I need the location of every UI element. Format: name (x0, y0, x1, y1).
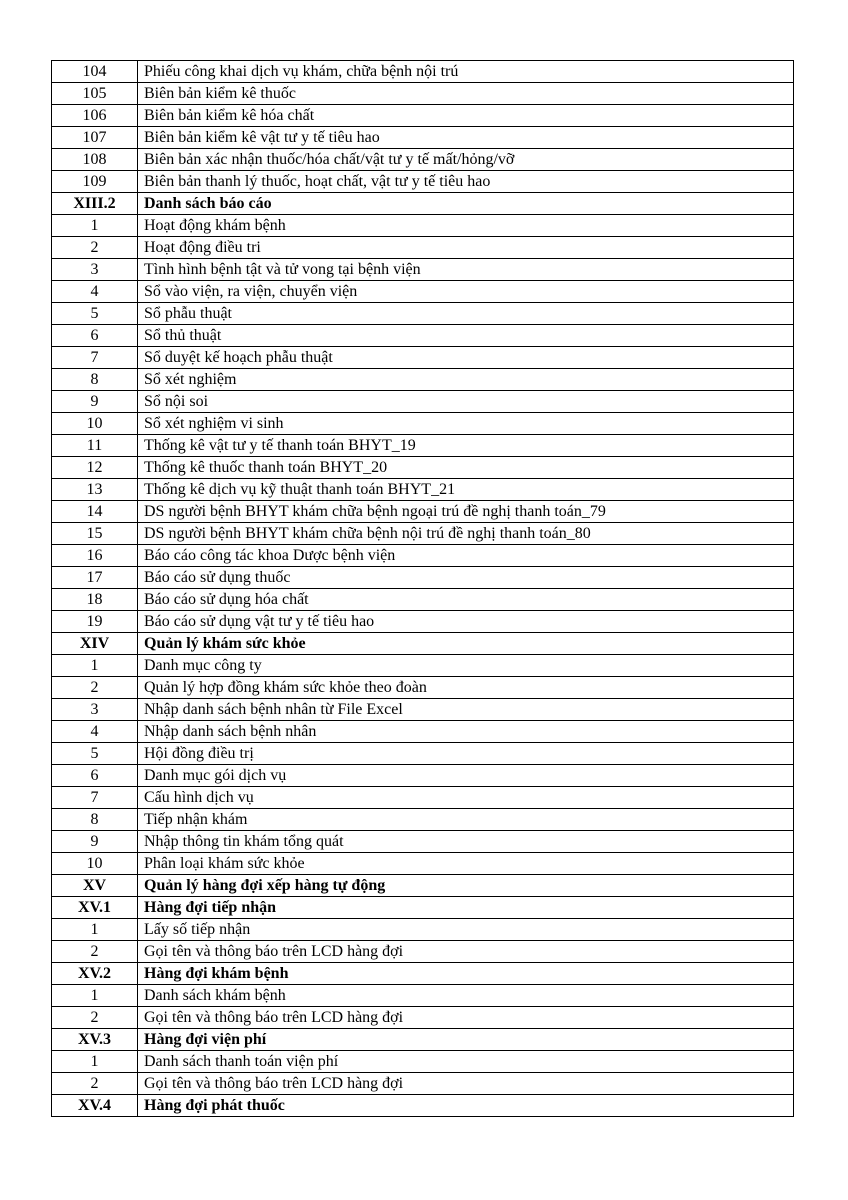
row-number: 7 (52, 347, 138, 369)
row-number: XV.3 (52, 1029, 138, 1051)
row-number: 4 (52, 721, 138, 743)
row-number: 9 (52, 391, 138, 413)
row-text: Gọi tên và thông báo trên LCD hàng đợi (138, 1073, 794, 1095)
section-row (52, 875, 794, 897)
row-text: Sổ thủ thuật (138, 325, 794, 347)
row-text: Tiếp nhận khám (138, 809, 794, 831)
row-number: 5 (52, 743, 138, 765)
row-number: 2 (52, 1007, 138, 1029)
row-text: Danh sách thanh toán viện phí (138, 1051, 794, 1073)
row-text: Phân loại khám sức khỏe (138, 853, 794, 875)
row-text: Biên bản kiểm kê hóa chất (138, 105, 794, 127)
document-page (51, 60, 793, 1117)
section-title: Hàng đợi viện phí (138, 1029, 794, 1051)
table-row (52, 545, 794, 567)
table-row (52, 501, 794, 523)
row-text: Sổ duyệt kế hoạch phẫu thuật (138, 347, 794, 369)
section-row (52, 1029, 794, 1051)
row-number: XV.1 (52, 897, 138, 919)
section-title: Hàng đợi phát thuốc (138, 1095, 794, 1117)
table-row (52, 391, 794, 413)
row-text: Biên bản thanh lý thuốc, hoạt chất, vật tư y tế tiêu hao (138, 171, 794, 193)
table-row (52, 985, 794, 1007)
table-row (52, 325, 794, 347)
table-row (52, 479, 794, 501)
row-text: Sổ xét nghiệm (138, 369, 794, 391)
row-number: 14 (52, 501, 138, 523)
row-text: Báo cáo sử dụng vật tư y tế tiêu hao (138, 611, 794, 633)
row-text: Lấy số tiếp nhận (138, 919, 794, 941)
feature-list-table (51, 60, 794, 1117)
row-number: 3 (52, 259, 138, 281)
table-row (52, 765, 794, 787)
section-row (52, 963, 794, 985)
table-row (52, 413, 794, 435)
table-row (52, 83, 794, 105)
row-text: Biên bản kiểm kê vật tư y tế tiêu hao (138, 127, 794, 149)
row-number: 2 (52, 677, 138, 699)
row-text: Quản lý hợp đồng khám sức khỏe theo đoàn (138, 677, 794, 699)
row-number: 4 (52, 281, 138, 303)
table-row (52, 281, 794, 303)
row-text: Biên bản kiểm kê thuốc (138, 83, 794, 105)
row-text: Báo cáo công tác khoa Dược bệnh viện (138, 545, 794, 567)
row-number: 15 (52, 523, 138, 545)
row-number: 2 (52, 1073, 138, 1095)
row-number: 107 (52, 127, 138, 149)
table-row (52, 1073, 794, 1095)
section-title: Quản lý khám sức khỏe (138, 633, 794, 655)
row-number: 6 (52, 765, 138, 787)
table-row (52, 655, 794, 677)
table-row (52, 171, 794, 193)
row-number: 11 (52, 435, 138, 457)
row-number: 12 (52, 457, 138, 479)
table-row (52, 259, 794, 281)
section-row (52, 193, 794, 215)
table-row (52, 457, 794, 479)
row-number: 1 (52, 919, 138, 941)
table-row (52, 523, 794, 545)
table-row (52, 127, 794, 149)
row-number: 10 (52, 853, 138, 875)
section-title: Hàng đợi khám bệnh (138, 963, 794, 985)
row-text: Danh mục gói dịch vụ (138, 765, 794, 787)
row-text: Hội đồng điều trị (138, 743, 794, 765)
row-number: 1 (52, 985, 138, 1007)
row-text: Danh mục công ty (138, 655, 794, 677)
table-row (52, 215, 794, 237)
row-text: Danh sách khám bệnh (138, 985, 794, 1007)
table-row (52, 347, 794, 369)
section-row (52, 633, 794, 655)
row-number: 8 (52, 369, 138, 391)
row-number: 108 (52, 149, 138, 171)
row-text: Gọi tên và thông báo trên LCD hàng đợi (138, 941, 794, 963)
row-number: 1 (52, 1051, 138, 1073)
table-row (52, 941, 794, 963)
table-row (52, 303, 794, 325)
row-text: Thống kê thuốc thanh toán BHYT_20 (138, 457, 794, 479)
row-number: 109 (52, 171, 138, 193)
row-number: 7 (52, 787, 138, 809)
table-row (52, 149, 794, 171)
table-body (52, 61, 794, 1117)
row-text: Thống kê vật tư y tế thanh toán BHYT_19 (138, 435, 794, 457)
row-number: 1 (52, 655, 138, 677)
row-number: 6 (52, 325, 138, 347)
row-text: DS người bệnh BHYT khám chữa bệnh ngoại trú đề nghị thanh toán_79 (138, 501, 794, 523)
row-number: 105 (52, 83, 138, 105)
row-number: 5 (52, 303, 138, 325)
row-text: Sổ phẫu thuật (138, 303, 794, 325)
row-text: Tình hình bệnh tật và tử vong tại bệnh viện (138, 259, 794, 281)
row-text: Phiếu công khai dịch vụ khám, chữa bệnh nội trú (138, 61, 794, 83)
table-row (52, 237, 794, 259)
row-number: 16 (52, 545, 138, 567)
row-text: Sổ nội soi (138, 391, 794, 413)
row-number: 3 (52, 699, 138, 721)
section-title: Danh sách báo cáo (138, 193, 794, 215)
table-row (52, 105, 794, 127)
row-text: Báo cáo sử dụng hóa chất (138, 589, 794, 611)
table-row (52, 369, 794, 391)
row-text: Gọi tên và thông báo trên LCD hàng đợi (138, 1007, 794, 1029)
table-row (52, 787, 794, 809)
row-number: 10 (52, 413, 138, 435)
row-number: XV (52, 875, 138, 897)
table-row (52, 611, 794, 633)
row-text: Hoạt động khám bệnh (138, 215, 794, 237)
row-number: 2 (52, 941, 138, 963)
table-row (52, 677, 794, 699)
row-text: Sổ xét nghiệm vi sinh (138, 413, 794, 435)
table-row (52, 721, 794, 743)
table-row (52, 699, 794, 721)
row-number: XV.4 (52, 1095, 138, 1117)
row-text: Nhập thông tin khám tổng quát (138, 831, 794, 853)
row-text: Hoạt động điều tri (138, 237, 794, 259)
row-text: Sổ vào viện, ra viện, chuyển viện (138, 281, 794, 303)
table-row (52, 743, 794, 765)
row-number: XIII.2 (52, 193, 138, 215)
row-number: XIV (52, 633, 138, 655)
row-number: 19 (52, 611, 138, 633)
section-row (52, 1095, 794, 1117)
table-row (52, 567, 794, 589)
row-text: Biên bản xác nhận thuốc/hóa chất/vật tư y tế mất/hỏng/vỡ (138, 149, 794, 171)
row-number: 106 (52, 105, 138, 127)
table-row (52, 589, 794, 611)
row-text: DS người bệnh BHYT khám chữa bệnh nội trú đề nghị thanh toán_80 (138, 523, 794, 545)
row-text: Báo cáo sử dụng thuốc (138, 567, 794, 589)
table-row (52, 1051, 794, 1073)
row-text: Nhập danh sách bệnh nhân (138, 721, 794, 743)
section-row (52, 897, 794, 919)
row-text: Nhập danh sách bệnh nhân từ File Excel (138, 699, 794, 721)
row-number: 9 (52, 831, 138, 853)
row-number: 8 (52, 809, 138, 831)
table-row (52, 435, 794, 457)
table-row (52, 809, 794, 831)
row-number: 17 (52, 567, 138, 589)
row-number: XV.2 (52, 963, 138, 985)
table-row (52, 853, 794, 875)
row-number: 1 (52, 215, 138, 237)
section-title: Hàng đợi tiếp nhận (138, 897, 794, 919)
row-text: Thống kê dịch vụ kỹ thuật thanh toán BHYT_21 (138, 479, 794, 501)
table-row (52, 831, 794, 853)
table-row (52, 61, 794, 83)
table-row (52, 1007, 794, 1029)
row-number: 104 (52, 61, 138, 83)
row-text: Cấu hình dịch vụ (138, 787, 794, 809)
row-number: 18 (52, 589, 138, 611)
row-number: 2 (52, 237, 138, 259)
section-title: Quản lý hàng đợi xếp hàng tự động (138, 875, 794, 897)
table-row (52, 919, 794, 941)
row-number: 13 (52, 479, 138, 501)
